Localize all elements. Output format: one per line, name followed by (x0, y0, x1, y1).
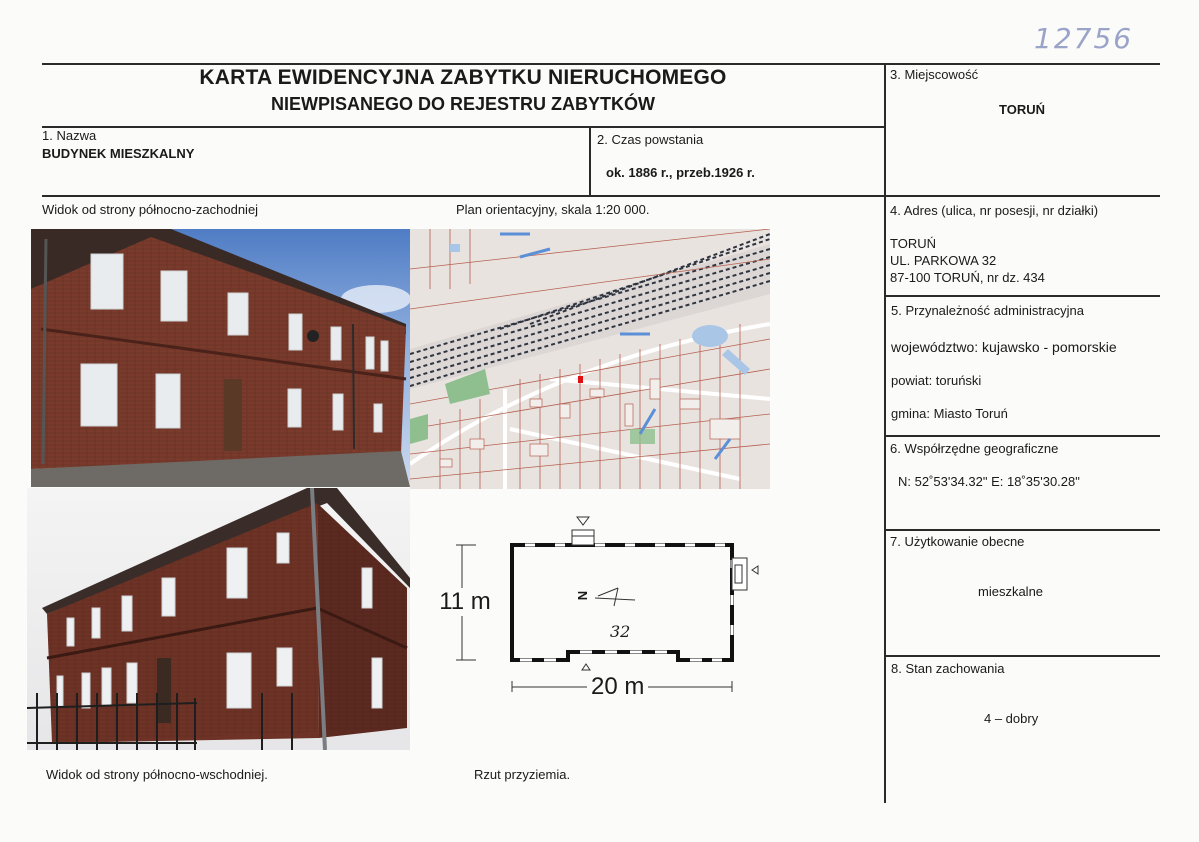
usage-label: 7. Użytkowanie obecne (890, 534, 1025, 549)
admin-label: 5. Przynależność administracyjna (891, 303, 1084, 318)
floor-plan (420, 500, 780, 710)
photo-northwest-facade (31, 229, 410, 487)
address-bottom-divider (884, 295, 1160, 297)
admin-county: powiat: toruński (891, 373, 982, 388)
admin-commune: gmina: Miasto Toruń (891, 406, 1008, 421)
condition-value: 4 – dobry (984, 711, 1039, 726)
title-divider (42, 126, 885, 128)
caption-map: Plan orientacyjny, skala 1:20 000. (456, 202, 650, 217)
photo-northeast-facade (27, 488, 410, 750)
place-value: TORUŃ (999, 102, 1045, 117)
floor-plan-width-label: 20 m (587, 673, 648, 701)
coords-label: 6. Współrzędne geograficzne (890, 441, 1059, 456)
coords-bottom-divider (884, 529, 1160, 531)
address-line2: UL. PARKOWA 32 (890, 253, 997, 268)
usage-bottom-divider (884, 655, 1160, 657)
address-line1: TORUŃ (890, 236, 936, 251)
date-label: 2. Czas powstania (597, 132, 704, 147)
north-arrow-icon: N (575, 590, 591, 601)
document-subtitle: NIEWPISANEGO DO REJESTRU ZABYTKÓW (270, 94, 656, 114)
name-value: BUDYNEK MIESZKALNY (42, 146, 195, 161)
date-value: ok. 1886 r., przeb.1926 r. (606, 165, 755, 180)
floor-plan-house-number: 32 (610, 622, 631, 641)
right-column-divider (884, 63, 886, 803)
caption-photo-northwest: Widok od strony północno-zachodniej (42, 202, 259, 217)
caption-photo-northeast: Widok od strony północno-wschodniej. (46, 767, 268, 782)
address-label: 4. Adres (ulica, nr posesji, nr działki) (890, 203, 1099, 218)
fields-divider (42, 195, 1160, 197)
top-border (42, 63, 1160, 65)
admin-voivodeship: województwo: kujawsko - pomorskie (891, 339, 1117, 355)
document-title: KARTA EWIDENCYJNA ZABYTKU NIERUCHOMEGO (199, 66, 727, 89)
admin-bottom-divider (884, 435, 1160, 437)
place-label: 3. Miejscowość (890, 67, 979, 82)
name-date-divider (589, 126, 591, 197)
condition-label: 8. Stan zachowania (891, 661, 1005, 676)
address-line3: 87-100 TORUŃ, nr dz. 434 (890, 270, 1045, 285)
floor-plan-height-label: 11 m (430, 588, 500, 616)
name-label: 1. Nazwa (42, 128, 97, 143)
usage-value: mieszkalne (978, 584, 1044, 599)
orientation-map (410, 229, 770, 489)
coords-value: N: 52˚53'34.32" E: 18˚35'30.28" (898, 474, 1080, 489)
caption-floorplan: Rzut przyziemia. (474, 767, 571, 782)
handwritten-inventory-number: 12756 (1034, 22, 1134, 55)
